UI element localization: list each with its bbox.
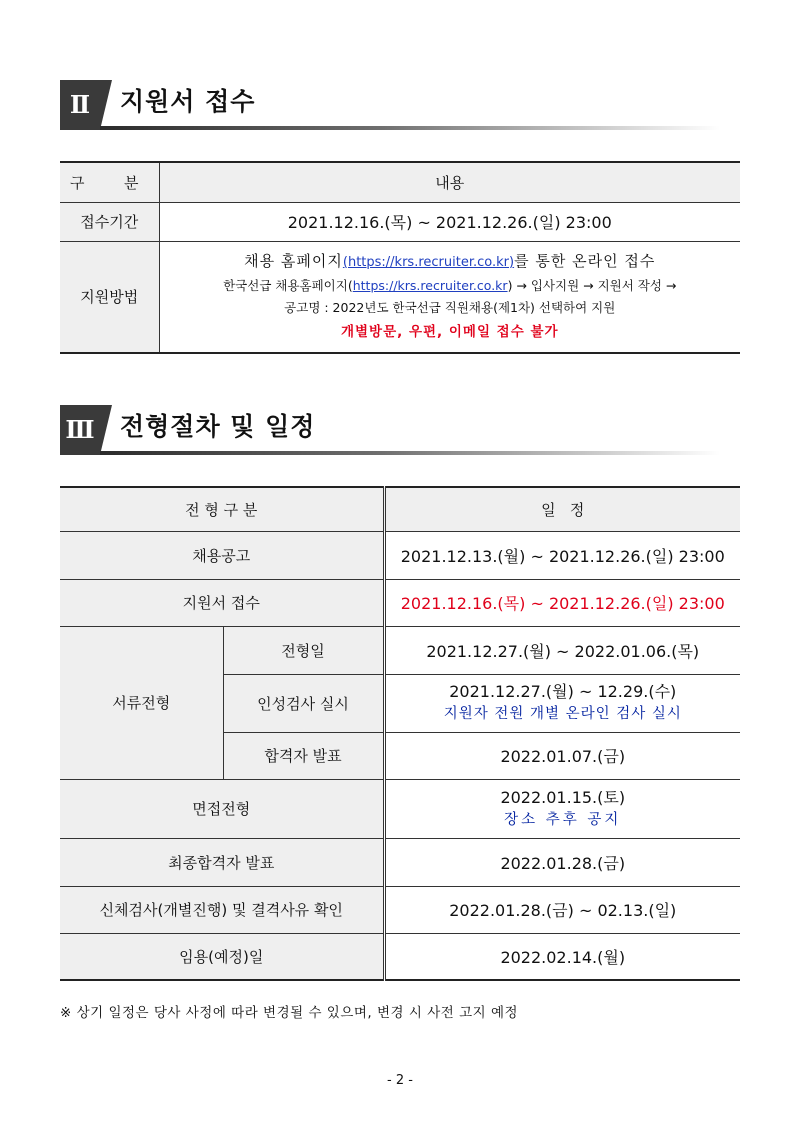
aptitude-test-cell <box>384 674 740 732</box>
section-title: 전형절차 및 일정 <box>120 412 316 441</box>
table-header-stage: 전 형 구 분 <box>60 487 384 531</box>
method-text: 한국선급 채용홈페이지( <box>223 277 353 293</box>
document-screen-label: 서류전형 <box>60 626 223 779</box>
medical-check-label: 신체검사(개별진행) 및 결격사유 확인 <box>60 886 384 933</box>
screen-date-label: 전형일 <box>223 626 384 674</box>
medical-check-value: 2022.01.28.(금) ~ 02.13.(일) <box>384 886 740 933</box>
section-number-badge: Ⅲ <box>60 405 100 455</box>
table-header-category: 구 분 <box>60 162 159 202</box>
homepage-link[interactable]: (https://krs.recruiter.co.kr) <box>342 254 515 270</box>
section-title: 지원서 접수 <box>120 87 256 116</box>
final-announce-value: 2022.01.28.(금) <box>384 838 740 886</box>
period-label: 접수기간 <box>60 202 159 241</box>
section-underline <box>100 451 720 455</box>
interview-value: 2022.01.15.(토) <box>500 787 626 807</box>
method-line-3: 공고명 : 2022년도 한국선급 직원채용(제1차) 선택하여 지원 <box>284 299 616 315</box>
appointment-value: 2022.02.14.(월) <box>384 933 740 980</box>
aptitude-test-note: 지원자 전원 개별 온라인 검사 실시 <box>443 706 682 722</box>
method-label: 지원방법 <box>60 241 159 353</box>
badge-slant <box>100 80 112 130</box>
appointment-label: 임용(예정)일 <box>60 933 384 980</box>
recruit-notice-value: 2021.12.13.(월) ~ 2021.12.26.(일) 23:00 <box>384 531 740 579</box>
method-warning: 개별방문, 우편, 이메일 접수 불가 <box>340 323 559 340</box>
interview-cell <box>384 779 740 838</box>
section-number-badge: Ⅱ <box>60 80 100 130</box>
method-content <box>159 241 740 353</box>
interview-note: 장소 추후 공지 <box>504 811 622 828</box>
method-text: ) → 입사지원 → 지원서 작성 → <box>507 277 677 293</box>
schedule-table <box>60 486 740 981</box>
interview-label: 면접전형 <box>60 779 384 838</box>
badge-slant <box>100 405 112 455</box>
section-underline <box>100 126 720 130</box>
table-header-content: 내용 <box>159 162 740 202</box>
schedule-change-note: ※ 상기 일정은 당사 사정에 따라 변경될 수 있으며, 변경 시 사전 고지 예정 <box>60 1005 519 1021</box>
section-header-schedule <box>60 405 720 455</box>
aptitude-test-value: 2021.12.27.(월) ~ 12.29.(수) <box>449 682 677 701</box>
recruit-notice-label: 채용공고 <box>60 531 384 579</box>
method-line-1 <box>160 249 741 275</box>
application-table <box>60 161 740 354</box>
period-value: 2021.12.16.(목) ~ 2021.12.26.(일) 23:00 <box>159 202 740 241</box>
screen-date-value: 2021.12.27.(월) ~ 2022.01.06.(목) <box>384 626 740 674</box>
recruit-link[interactable]: https://krs.recruiter.co.kr <box>352 277 508 293</box>
method-line-2 <box>160 275 741 297</box>
pass-announce-label: 합격자 발표 <box>223 732 384 779</box>
application-value: 2021.12.16.(목) ~ 2021.12.26.(일) 23:00 <box>384 579 740 626</box>
application-label: 지원서 접수 <box>60 579 384 626</box>
table-header-schedule: 일 정 <box>384 487 740 531</box>
page-number: - 2 - <box>387 1073 413 1088</box>
method-text: 를 통한 온라인 접수 <box>514 251 656 270</box>
final-announce-label: 최종합격자 발표 <box>60 838 384 886</box>
pass-announce-value: 2022.01.07.(금) <box>384 732 740 779</box>
method-text: 채용 홈페이지 <box>244 251 343 270</box>
section-header-application <box>60 80 720 130</box>
aptitude-test-label: 인성검사 실시 <box>223 674 384 732</box>
